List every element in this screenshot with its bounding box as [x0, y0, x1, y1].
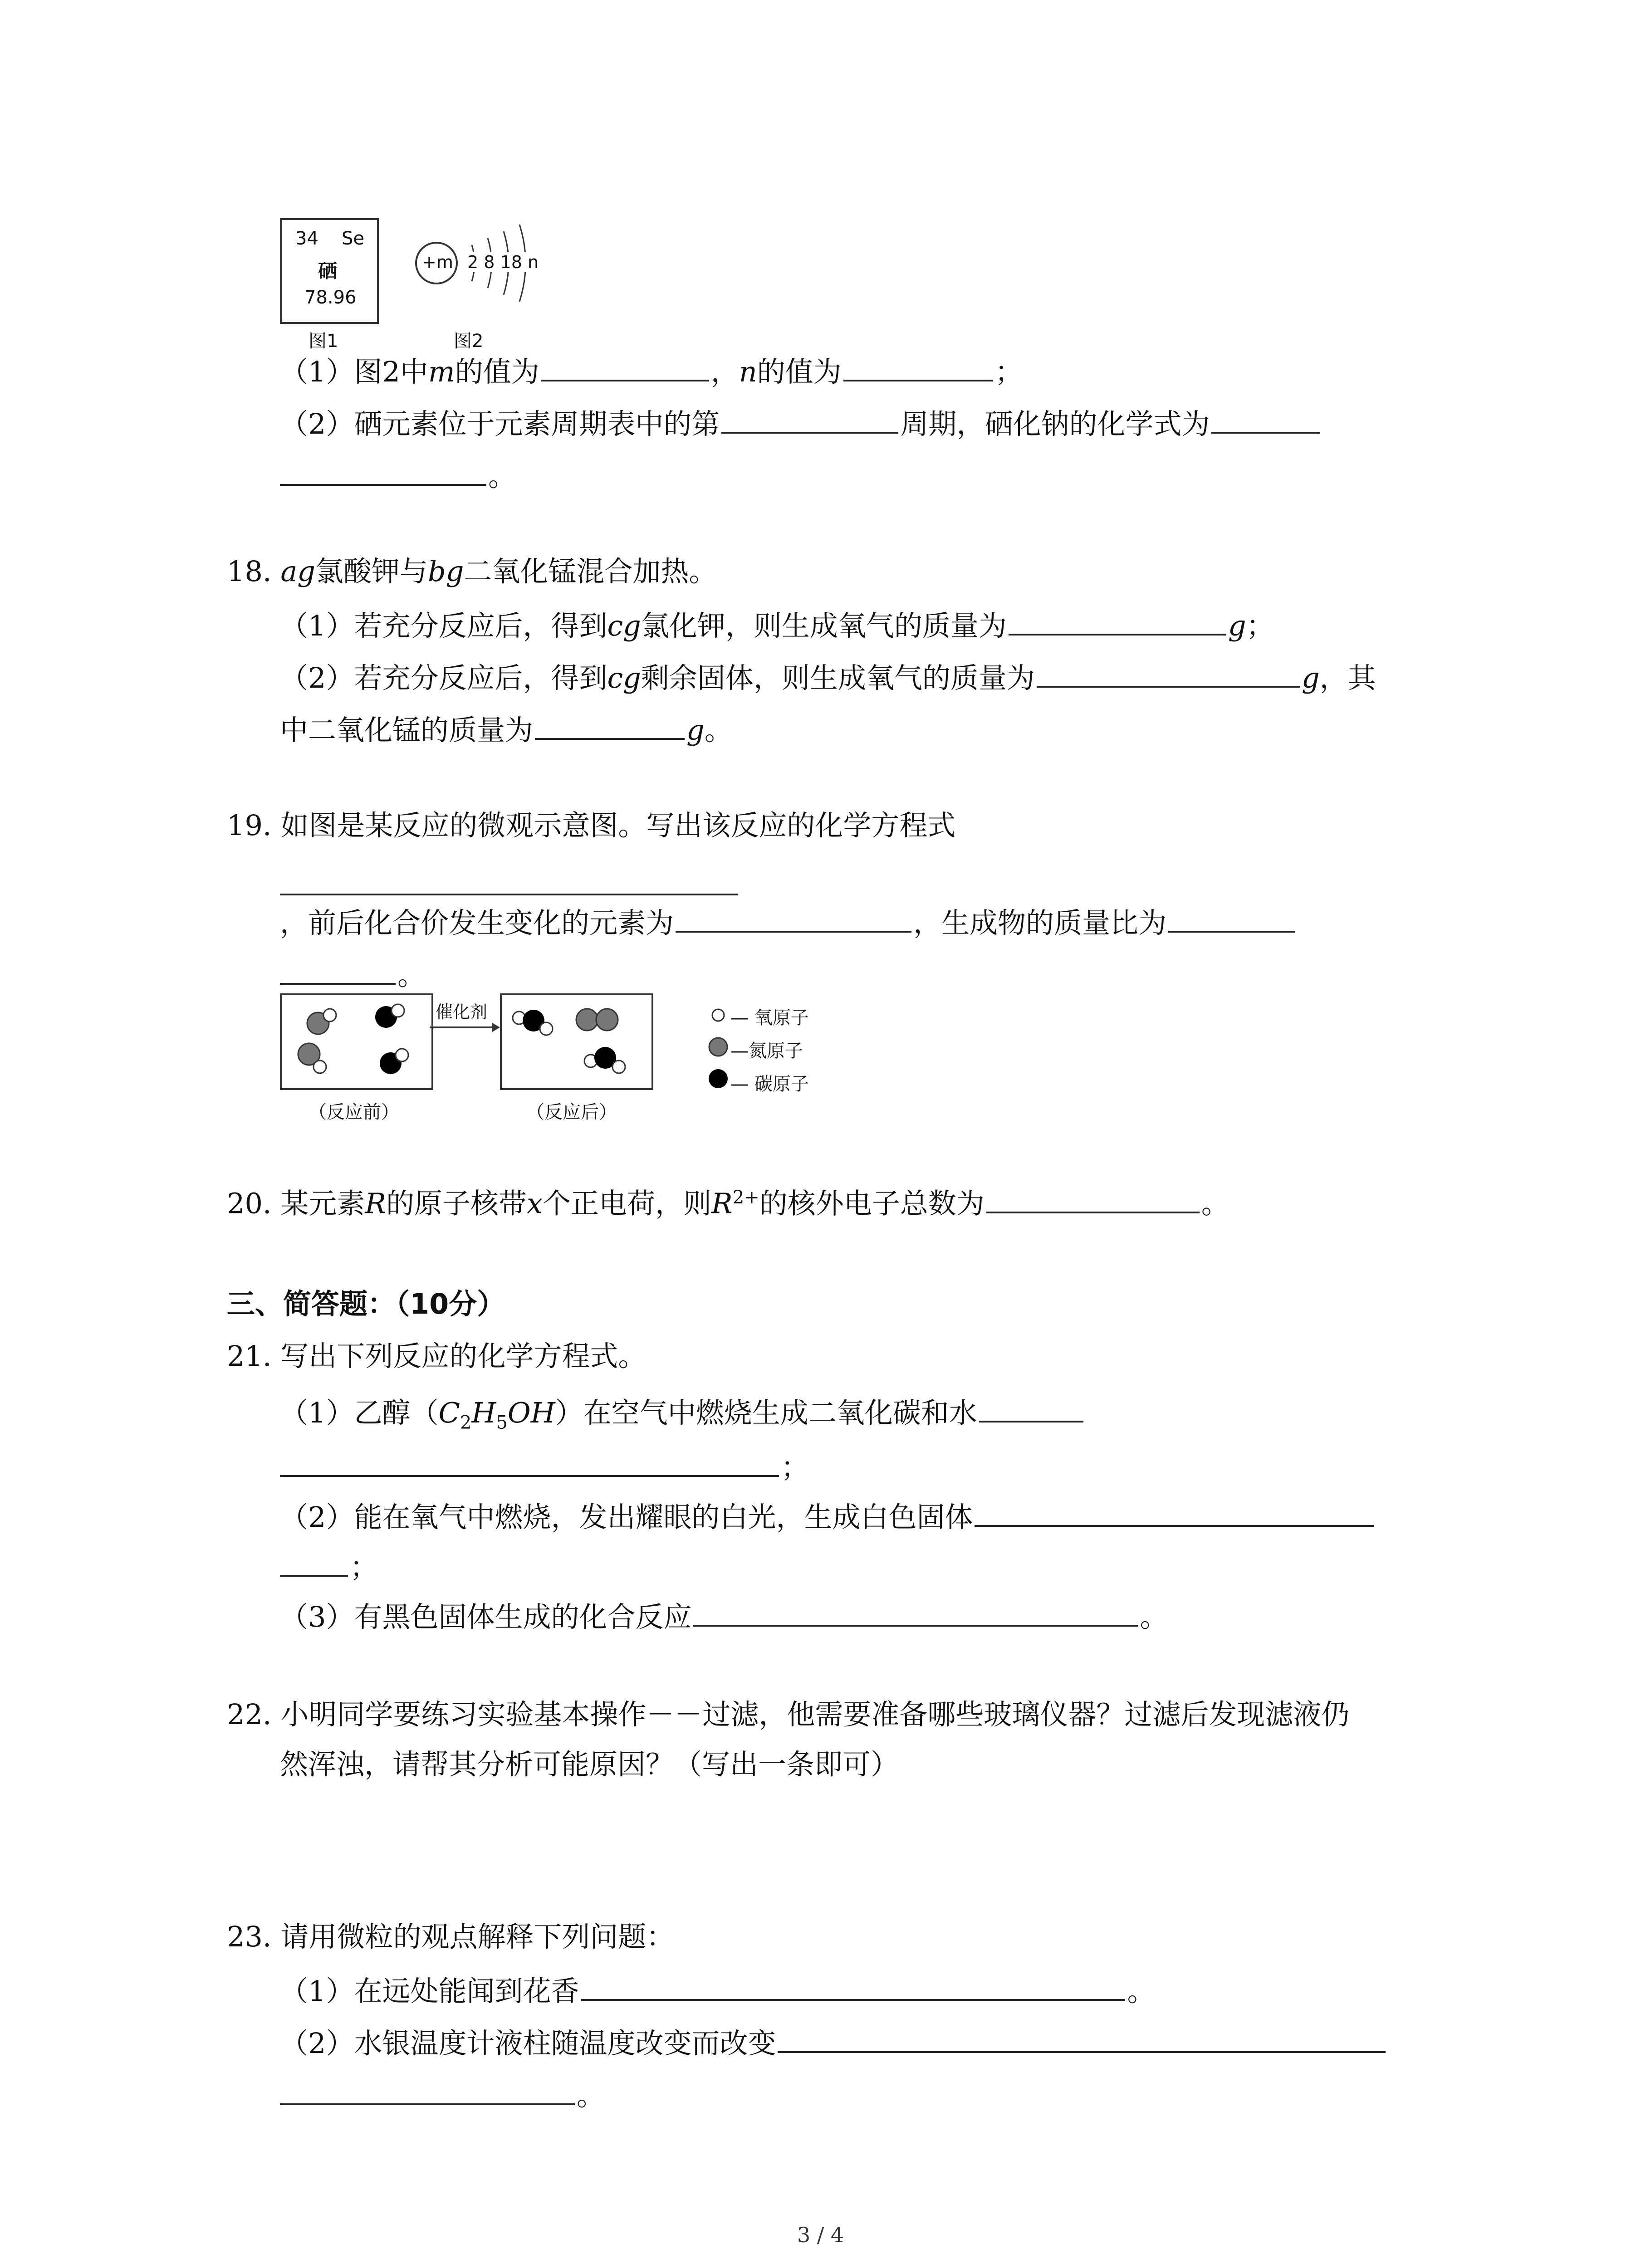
answer-blank[interactable]: [1211, 404, 1320, 434]
figure1-caption: 图1: [309, 331, 338, 352]
legend-oxygen-label: — 氧原子: [730, 1007, 809, 1028]
section-title: 三、简答题：（10分）: [227, 1287, 505, 1320]
answer-blank[interactable]: [1168, 903, 1295, 933]
q23-part2: （2）水银温度计液柱随温度改变而改变: [280, 2023, 1387, 2062]
q18-part3: 中二氧化锰的质量为 g。: [280, 710, 733, 748]
answer-blank[interactable]: [721, 404, 898, 434]
after-caption: （反应后）: [526, 1102, 617, 1123]
answer-blank[interactable]: [280, 1447, 779, 1477]
answer-blank[interactable]: [693, 1597, 1138, 1627]
nucleus-label: +m: [422, 252, 453, 272]
answer-blank[interactable]: [280, 2075, 575, 2105]
q18-part1: （1）若充分反应后，得到cg氯化钾，则生成氧气的质量为 g；: [280, 606, 1274, 644]
answer-blank[interactable]: [280, 456, 486, 486]
legend-carbon-label: — 碳原子: [730, 1074, 809, 1095]
se-element-box: [280, 218, 379, 324]
q21-part3: （3）有黑色固体生成的化合反应 。: [280, 1597, 1168, 1635]
q21-part1-cont: ；: [280, 1447, 809, 1486]
q18-stem: 18. ag氯酸钾与bg二氧化锰混合加热。: [227, 555, 717, 588]
answer-blank[interactable]: [280, 894, 738, 895]
q23-part2-cont: 。: [280, 2075, 605, 2114]
page-number: 3 / 4: [797, 2223, 844, 2247]
legend-carbon-icon: [708, 1068, 729, 1089]
figure2-caption: 图2: [454, 331, 484, 352]
q23-part1: （1）在远处能闻到花香 。: [280, 1971, 1155, 2009]
catalyst-label: 催化剂: [436, 1002, 488, 1022]
q19-part3: 。: [280, 955, 426, 993]
answer-blank[interactable]: [535, 710, 685, 740]
q21-stem: 21. 写出下列反应的化学方程式。: [227, 1339, 647, 1373]
element-symbol: Se: [342, 228, 364, 249]
answer-blank[interactable]: [979, 1393, 1083, 1422]
answer-blank[interactable]: [581, 1971, 1125, 2001]
reaction-before-box: [280, 993, 433, 1090]
answer-blank[interactable]: [843, 352, 993, 381]
reaction-after-box: [500, 993, 653, 1090]
legend-oxygen-icon: [710, 1007, 726, 1023]
answer-blank[interactable]: [1037, 658, 1300, 688]
q17-part2: （2）硒元素位于元素周期表中的第 周期，硒化钠的化学式为: [280, 404, 1322, 442]
element-name: 硒: [318, 260, 338, 282]
answer-blank[interactable]: [676, 903, 911, 933]
legend-nitrogen-label: —氮原子: [730, 1041, 803, 1061]
q17-part1: （1）图2中m的值为 ，n的值为 ；: [280, 352, 1023, 390]
q21-part1: （1）乙醇$(C_2H_5OH)$在空气中燃烧生成二氧化碳和水: [280, 1393, 1085, 1441]
q17-part2-cont: 。: [280, 456, 516, 494]
answer-blank[interactable]: [778, 2023, 1386, 2053]
q19-stem: 19. 如图是某反应的微观示意图。写出该反应的化学方程式: [227, 809, 956, 842]
answer-blank[interactable]: [986, 1183, 1200, 1213]
q18-part2: （2）若充分反应后，得到cg剩余固体，则生成氧气的质量为 g，其: [280, 658, 1376, 696]
answer-blank[interactable]: [280, 955, 396, 985]
electron-shells: 2 8 18 n: [467, 252, 539, 272]
q21-part2-cont: ；: [280, 1547, 378, 1585]
q21-part2: （2）能在氧气中燃烧，发出耀眼的白光，生成白色固体: [280, 1497, 1376, 1535]
q20: 20. 某元素R的原子核带x个正电荷，则$R^{2+}$的核外电子总数为 。: [227, 1179, 1230, 1222]
atomic-number: 34: [295, 228, 318, 249]
legend-nitrogen-icon: [708, 1036, 729, 1057]
before-caption: （反应前）: [309, 1102, 399, 1123]
answer-blank[interactable]: [975, 1497, 1374, 1527]
answer-blank[interactable]: [1009, 606, 1226, 635]
q22-line1: 22. 小明同学要练习实验基本操作－－过滤，他需要准备哪些玻璃仪器？过滤后发现滤液仍: [227, 1698, 1350, 1731]
atomic-mass: 78.96: [304, 287, 357, 308]
q22-line2: 然浑浊，请帮其分析可能原因？（写出一条即可）: [280, 1748, 899, 1781]
q23-stem: 23. 请用微粒的观点解释下列问题：: [227, 1920, 675, 1953]
answer-blank[interactable]: [541, 352, 709, 381]
q19-part2: ，前后化合价发生变化的元素为 ，生成物的质量比为: [280, 903, 1297, 941]
answer-blank[interactable]: [280, 1547, 348, 1577]
